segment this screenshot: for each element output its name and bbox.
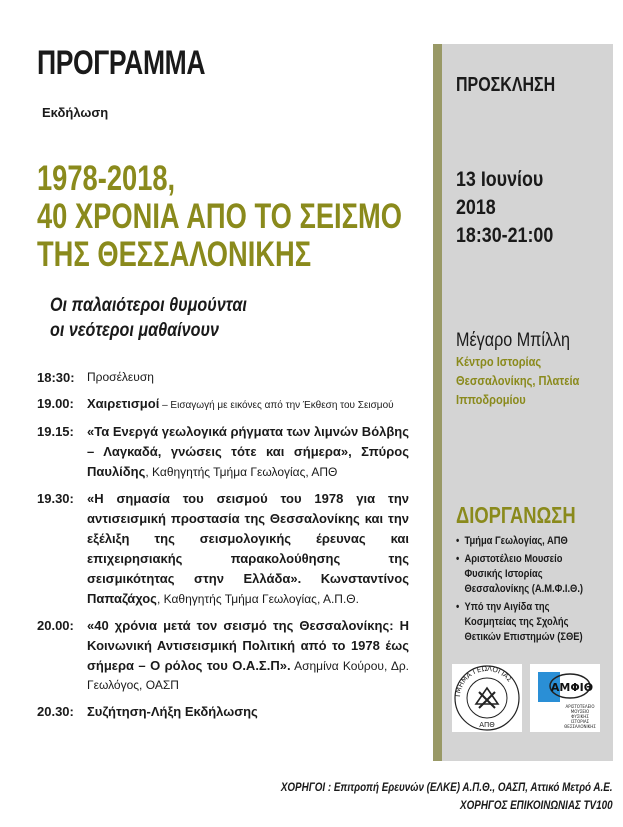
schedule-text: , Καθηγητής Τμήμα Γεωλογίας, Α.Π.Θ. (156, 592, 359, 606)
schedule-item (37, 616, 409, 695)
date-day: 13 Ιουνίου (456, 168, 544, 191)
schedule-item (37, 368, 409, 387)
event-headline (37, 160, 402, 274)
schedule-time: 20.30: (37, 704, 74, 719)
page-title: ΠΡΟΓΡΑΜΜΑ (37, 44, 206, 82)
media-sponsor-line: ΧΟΡΗΓΟΣ ΕΠΙΚΟΙΝΩΝΙΑΣ TV100 (460, 798, 613, 812)
museum-mark-icon (530, 664, 600, 732)
organizer-item (456, 534, 592, 549)
museum-caption-line: ΦΥΣΙΚΗΣ (571, 714, 589, 719)
invitation-heading: ΠΡΟΣΚΛΗΣΗ (456, 74, 556, 96)
schedule-time: 20.00: (37, 618, 74, 633)
organizers-heading: ΔΙΟΡΓΑΝΩΣΗ (456, 502, 576, 528)
organizer-item (456, 552, 592, 597)
geology-logo (452, 664, 522, 732)
schedule-time: 18:30: (37, 370, 75, 385)
organizer-line: • Αριστοτέλειο Μουσείο (464, 553, 563, 565)
schedule-text: «Τα Ενεργά γεωλογικά ρήγματα των λιμνών Βόλβης – Λαγκαδά, γνώσεις τότε και σήμερα», Σπύρος Παυλίδης (87, 424, 409, 479)
event-label: Εκδήλωση (42, 105, 109, 120)
venue-address (456, 352, 579, 409)
schedule-item (37, 489, 409, 609)
schedule-time: 19.00: (37, 396, 74, 411)
schedule-time: 19.15: (37, 424, 74, 439)
schedule-text: – Εισαγωγή με εικόνες από την Έκθεση του Σεισμού (159, 400, 394, 411)
headline-line: 1978-2018, (37, 159, 176, 198)
schedule-description (87, 489, 409, 609)
geology-ring-text: ΤΜΗΜΑ ΓΕΩΛΟΓΙΑΣ (453, 664, 514, 699)
organizer-item (456, 600, 592, 645)
schedule-time: 19.30: (37, 491, 74, 506)
organizers-list (456, 534, 616, 648)
sponsors-line: ΧΟΡΗΓΟΙ : Επιτροπή Ερευνών (ΕΛΚΕ) Α.Π.Θ., ΟΑΣΠ, Αττικό Μετρό Α.Ε. (281, 780, 613, 794)
event-subtitle (50, 293, 247, 343)
venue-address-line: Ιπποδρομίου (456, 392, 526, 407)
museum-caption-line: ΑΡΙΣΤΟΤΕΛΕΙΟ (565, 704, 595, 709)
subtitle-line: οι νεότεροι μαθαίνουν (50, 320, 220, 341)
date-year: 2018 (456, 196, 496, 219)
geology-bottom-text: ΑΠΘ (479, 721, 495, 729)
sponsors-block (281, 778, 613, 814)
geology-seal-icon (452, 664, 522, 732)
schedule-text: Χαιρετισμοί (87, 396, 160, 411)
organizer-line: Θεσσαλονίκης (Α.Μ.Φ.Ι.Θ.) (464, 583, 584, 595)
schedule-list (37, 368, 409, 729)
schedule-item (37, 702, 409, 722)
schedule-description (87, 616, 409, 695)
schedule-text: «Η σημασία του σεισμού του 1978 για την αντισεισμική προστασία της Θεσσαλονίκης και την εξέλιξη της σεισμολογικής έρευνας και επιχειρησιακής παρακολούθησης της σεισμικότητας στην Ελλάδα». Κωνσταντίνος Παπαζάχος (87, 491, 409, 606)
organizer-line: Φυσικής Ιστορίας (464, 568, 543, 580)
schedule-description (87, 422, 409, 482)
headline-line: 40 ΧΡΟΝΙΑ ΑΠΟ ΤΟ ΣΕΙΣΜΟ (37, 197, 402, 236)
venue-address-line: Θεσσαλονίκης, Πλατεία (456, 373, 580, 388)
invitation-sidebar (433, 44, 613, 761)
schedule-item (37, 422, 409, 482)
museum-logo (530, 664, 600, 732)
schedule-text: Συζήτηση-Λήξη Εκδήλωσης (87, 704, 258, 719)
venue-address-line: Κέντρο Ιστορίας (456, 354, 542, 369)
schedule-description (87, 702, 409, 722)
organizer-line: • Υπό την Αιγίδα της (464, 601, 550, 613)
schedule-text: , Καθηγητής Τμήμα Γεωλογίας, ΑΠΘ (145, 465, 338, 479)
date-time: 18:30-21:00 (456, 224, 554, 247)
museum-mark-text: ΑΜΦΙΘ (550, 681, 594, 694)
museum-caption-line: ΜΟΥΣΕΙΟ (570, 709, 590, 714)
schedule-item (37, 394, 409, 415)
subtitle-line: Οι παλαιότεροι θυμούνται (50, 295, 247, 316)
headline-line: ΤΗΣ ΘΕΣΣΑΛΟΝΙΚΗΣ (37, 235, 312, 274)
schedule-text: Ασημίνα Κούρου, Δρ. Γεωλόγος, ΟΑΣΠ (87, 659, 409, 692)
museum-caption-line: ΘΕΣΣΑΛΟΝΙΚΗΣ (564, 724, 596, 729)
organizer-line: • Τμήμα Γεωλογίας, ΑΠΘ (464, 535, 568, 547)
event-date (456, 166, 553, 250)
organizer-line: Κοσμητείας της Σχολής (464, 616, 569, 628)
schedule-text: «40 χρόνια μετά τον σεισμό της Θεσσαλονίκης: Η Κοινωνική Αντισεισμική Πολιτική από το 1978 έως σήμερα – Ο ρόλος του Ο.Α.Σ.Π». (87, 618, 409, 673)
schedule-description (87, 394, 409, 415)
organizer-line: Θετικών Επιστημών (ΣΘΕ) (464, 631, 583, 643)
venue-name: Μέγαρο Μπίλλη (456, 330, 571, 351)
schedule-description (87, 368, 409, 387)
museum-caption-line: ΙΣΤΟΡΙΑΣ (570, 719, 590, 724)
schedule-text: Προσέλευση (87, 370, 154, 384)
